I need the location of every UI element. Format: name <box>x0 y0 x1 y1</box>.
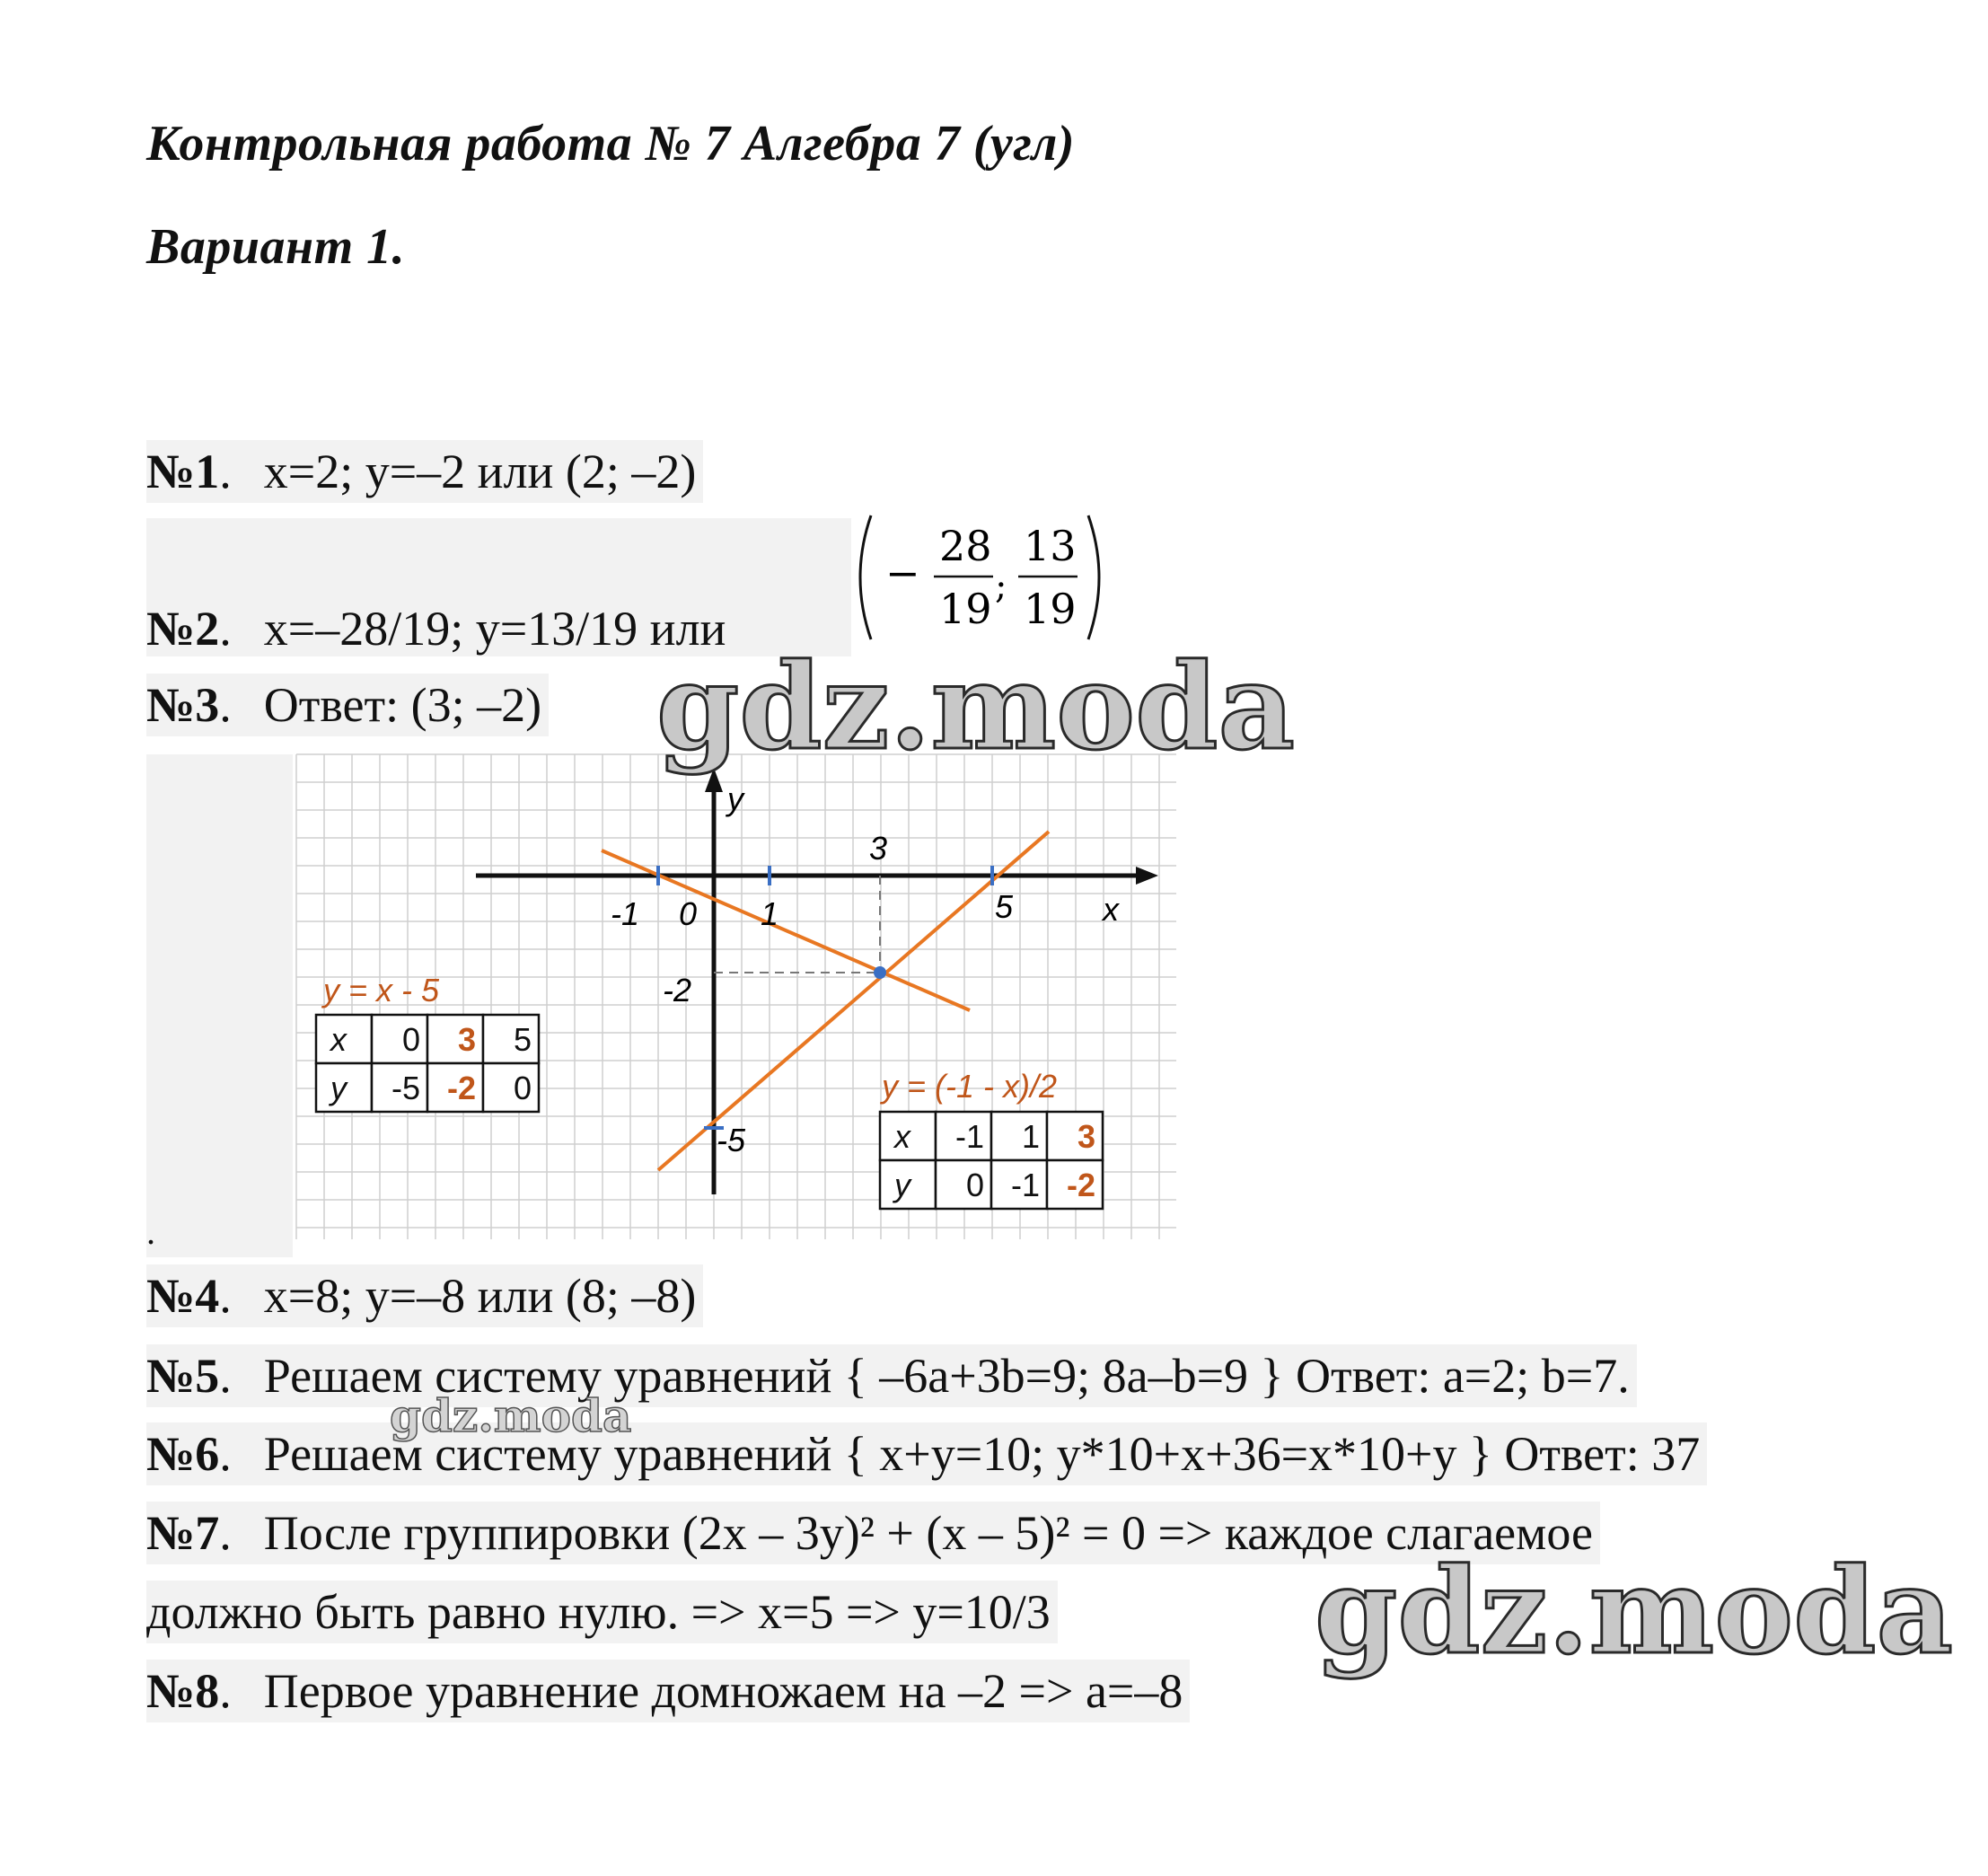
fraction-a-numerator: 28 <box>939 522 992 570</box>
watermark-1 <box>651 638 1296 777</box>
answer-number: №4 <box>146 1269 220 1323</box>
answer-text: x=2; y=–2 или (2; –2) <box>263 445 697 498</box>
answer-number: №8 <box>146 1664 220 1718</box>
label-minus-5: -5 <box>717 1122 746 1158</box>
answer-5: №5. Решаем систему уравнений { –6a+3b=9; 8a–b=9 } Ответ: a=2; b=7. <box>146 1344 1637 1407</box>
svg-text:gdz.moda: gdz.moda <box>390 1389 632 1442</box>
label-5: 5 <box>995 888 1014 925</box>
fraction-separator: ; <box>995 566 1007 607</box>
answer-7: №7. После группировки (2x – 3y)² + (x – 5)² = 0 => каждое слагаемое <box>146 1502 1600 1564</box>
fraction-b-denominator: 19 <box>1024 585 1077 633</box>
table-cell-text: 5 <box>513 1021 532 1058</box>
y-axis-label: y <box>727 780 743 817</box>
svg-text:gdz.moda: gdz.moda <box>656 638 1296 777</box>
answer-6: №6. Решаем систему уравнений { x+y=10; y*10+x+36=x*10+y } Ответ: 37 <box>146 1422 1707 1485</box>
table-cell-text: -1 <box>1010 1167 1040 1203</box>
table-cell-text: 0 <box>513 1070 532 1106</box>
label-3: 3 <box>869 830 888 867</box>
stray-dot: . <box>146 1211 155 1252</box>
value-table-1 <box>316 1015 539 1112</box>
label-1: 1 <box>761 895 779 932</box>
table-cell-text: -2 <box>1066 1167 1095 1203</box>
answer-3-graph <box>287 745 1176 1253</box>
answer-3-background <box>146 754 293 1257</box>
x-axis-label: x <box>1103 891 1119 928</box>
fraction-a-denominator: 19 <box>939 585 992 633</box>
answer-number: №6 <box>146 1427 220 1481</box>
table-cell-text: -2 <box>446 1070 476 1106</box>
answer-text: Решаем систему уравнений { x+y=10; y*10+x+36=x*10+y } Ответ: 37 <box>263 1427 1701 1481</box>
table-cell-text: 0 <box>401 1021 420 1058</box>
table-cell-text: -5 <box>391 1070 420 1106</box>
svg-text:gdz.moda: gdz.moda <box>1315 1542 1954 1681</box>
variant-heading: Вариант 1. <box>146 219 406 275</box>
label-minus-2: -2 <box>663 972 692 1008</box>
fraction-sign: − <box>885 549 920 597</box>
table-cell-text: 0 <box>965 1167 984 1203</box>
fraction-answer <box>851 512 1108 643</box>
answer-7-continued <box>146 1581 1058 1643</box>
table-cell-text: 3 <box>1077 1118 1095 1155</box>
table-cell-text: y <box>330 1070 347 1106</box>
answer-4: №4. x=8; y=–8 или (8; –8) <box>146 1264 703 1327</box>
x-axis-arrow <box>1136 867 1158 885</box>
table-cell-text: x <box>330 1021 347 1058</box>
label-0: 0 <box>679 895 698 932</box>
answer-text: Первое уравнение домножаем на –2 => a=–8 <box>263 1664 1183 1718</box>
answer-text: должно быть равно нулю. => x=5 => y=10/3 <box>146 1585 1051 1639</box>
watermark-2 <box>388 1389 632 1444</box>
answer-number: №1 <box>146 445 220 498</box>
answer-text: Решаем систему уравнений { –6a+3b=9; 8a–b=9 } Ответ: a=2; b=7. <box>263 1349 1630 1403</box>
fraction-b-numerator: 13 <box>1024 522 1077 570</box>
answer-number: №2 <box>146 602 220 656</box>
answer-2: №2. x=–28/19; y=13/19 или <box>146 602 726 656</box>
label-minus-1: -1 <box>611 895 640 932</box>
answer-text: x=8; y=–8 или (8; –8) <box>263 1269 697 1323</box>
answer-number: №3 <box>146 678 220 732</box>
intersection-point <box>874 966 886 979</box>
table-cell-text: y <box>894 1167 910 1203</box>
answer-8: №8. Первое уравнение домножаем на –2 => a=–8 <box>146 1660 1190 1722</box>
page-title: Контрольная работа № 7 Алгебра 7 (угл) <box>146 116 1076 172</box>
answer-3: №3. Ответ: (3; –2) <box>146 674 549 736</box>
answer-number: №7 <box>146 1506 220 1560</box>
table-cell-text: 1 <box>1021 1118 1040 1155</box>
answer-text: После группировки (2x – 3y)² + (x – 5)² = 0 => каждое слагаемое <box>263 1506 1593 1560</box>
table-cell-text: -1 <box>954 1118 984 1155</box>
equation-1-label: y = x - 5 <box>323 972 440 1008</box>
value-table-2 <box>880 1112 1103 1209</box>
answer-text: Ответ: (3; –2) <box>263 678 542 732</box>
answer-1: №1. x=2; y=–2 или (2; –2) <box>146 440 703 503</box>
table-cell-text: 3 <box>457 1021 476 1058</box>
equation-2-label: y = (-1 - x)/2 <box>882 1068 1058 1105</box>
answer-number: №5 <box>146 1349 220 1403</box>
watermark-3 <box>1309 1542 1954 1681</box>
answer-text: x=–28/19; y=13/19 или <box>263 602 726 656</box>
table-cell-text: x <box>894 1118 910 1155</box>
